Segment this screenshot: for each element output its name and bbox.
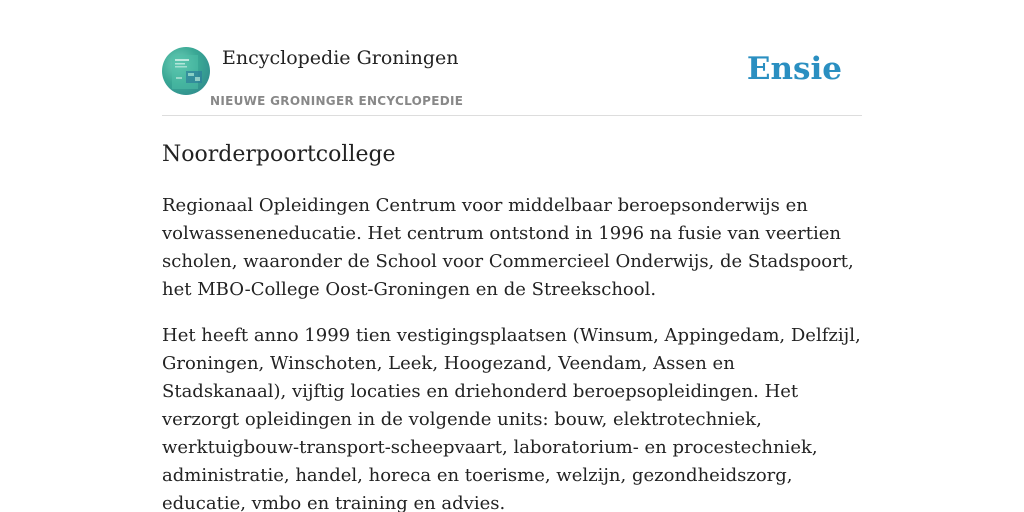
site-title[interactable]: Encyclopedie Groningen	[222, 47, 459, 69]
article-paragraph-1: Regionaal Opleidingen Centrum voor middelbaar beroepsonderwijs en volwasseneneducatie. Het centrum ontstond in 1996 na fusie van veertien scholen, waaronder de School voor Commercieel Onderwijs, de Stadspoort, het MBO-College Oost-Groningen en de Streekschool.	[162, 195, 854, 300]
article-content	[162, 192, 862, 512]
page-title: Noorderpoortcollege	[162, 142, 396, 167]
ensie-brand-logo[interactable]: Ensie	[746, 51, 842, 87]
article-paragraph-2: Het heeft anno 1999 tien vestigingsplaatsen (Winsum, Appingedam, Delfzijl, Groningen, Winschoten, Leek, Hoogezand, Veendam, Assen en Stadskanaal), vijftig locaties en driehonderd beroepsopleidingen. Het verzorgt opleidingen in de volgende units: bouw, elektrotechniek, werktuigbouw-transport-scheepvaart, laboratorium- en procestechniek, administratie, handel, horeca en toerisme, welzijn, gezondheidszorg, educatie, vmbo en training en advies.	[162, 325, 861, 512]
site-subtitle: NIEUWE GRONINGER ENCYCLOPEDIE	[210, 94, 464, 108]
page-container	[162, 0, 862, 512]
site-header	[162, 0, 862, 116]
encyclopedia-logo-icon[interactable]	[162, 47, 210, 95]
